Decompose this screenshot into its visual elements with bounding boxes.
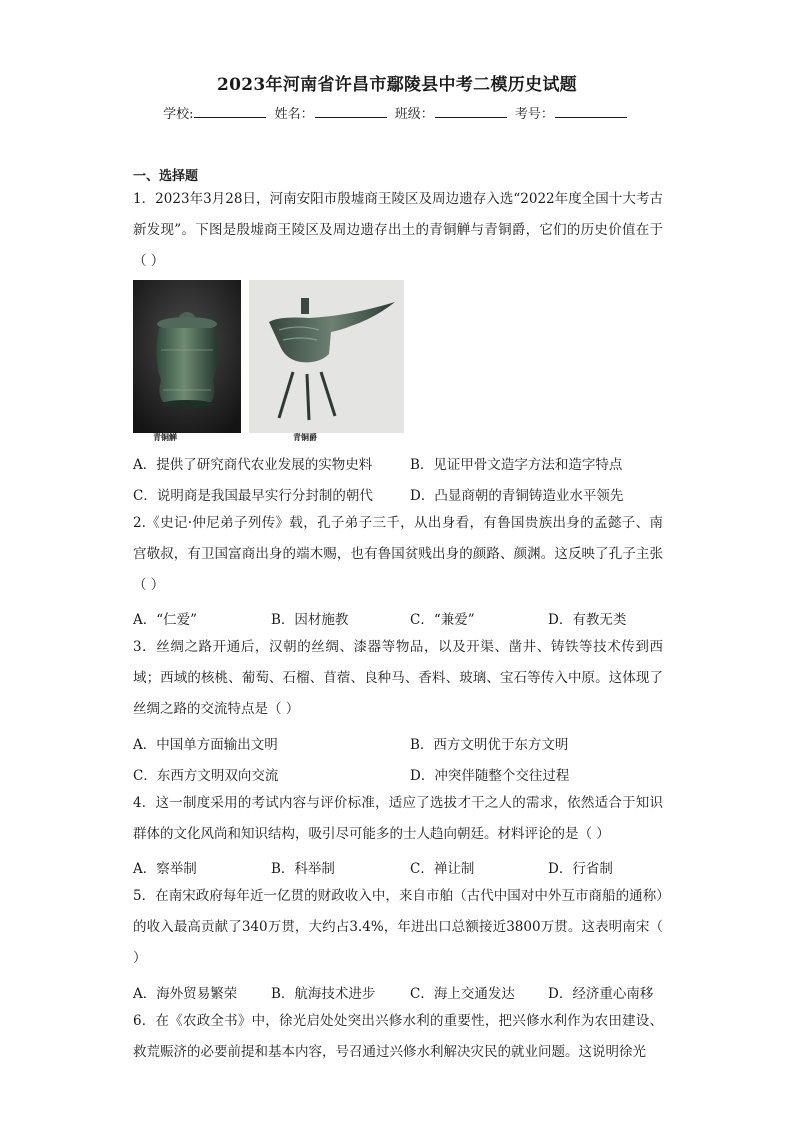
exam-title: 2023年河南省许昌市鄢陵县中考二模历史试题	[217, 75, 577, 95]
exam-number-field	[515, 103, 631, 122]
class-blank[interactable]	[435, 105, 507, 118]
q3-option-b[interactable]: B．西方文明优于东方文明	[410, 737, 569, 753]
q3-option-d[interactable]: D．冲突伴随整个交往过程	[410, 768, 570, 784]
question-3-stem: 3．丝绸之路开通后，汉朝的丝绸、漆器等物品，以及开渠、凿井、铸铁等技术传到西域；西域的核桃、葡萄、石榴、苜蓿、良种马、香料、玻璃、宝石等传入中原。这体现了丝绸之路的交流特点是（ ）	[133, 639, 663, 717]
q4-option-a[interactable]: A．察举制	[133, 861, 197, 877]
q1-option-c[interactable]: C．说明商是我国最早实行分封制的朝代	[133, 488, 373, 504]
q5-option-a[interactable]: A．海外贸易繁荣	[133, 986, 238, 1002]
q2-option-b[interactable]: B．因材施教	[271, 612, 349, 628]
bronze-zhi-caption: 青铜觯	[153, 433, 177, 442]
class-field	[395, 103, 511, 122]
q2-option-d[interactable]: D．有教无类	[548, 612, 627, 628]
school-blank[interactable]	[194, 105, 266, 118]
q3-option-a[interactable]: A．中国单方面输出文明	[133, 737, 278, 753]
q3-option-c[interactable]: C．东西方文明双向交流	[133, 768, 279, 784]
question-2-stem: 2.《史记·仲尼弟子列传》载，孔子弟子三千，从出身看，有鲁国贵族出身的孟懿子、南宫敬叔，有卫国富商出身的端木赐，也有鲁国贫贱出身的颜路、颜渊。这反映了孔子主张（ ）	[133, 515, 663, 593]
school-field	[163, 103, 270, 122]
class-label: 班级：	[394, 107, 434, 122]
q4-option-b[interactable]: B．科举制	[271, 861, 335, 877]
q5-option-c[interactable]: C．海上交通发达	[410, 986, 515, 1002]
q1-option-d[interactable]: D．凸显商朝的青铜铸造业水平领先	[410, 488, 624, 504]
question-6-stem: 6．在《农政全书》中，徐光启处处突出兴修水利的重要性，把兴修水利作为农田建设、救荒赈济的必要前提和基本内容，号召通过兴修水利解决灾民的就业问题。这说明徐光	[133, 1013, 663, 1060]
name-blank[interactable]	[315, 105, 387, 118]
question-4-stem: 4．这一制度采用的考试内容与评价标准，适应了选拔才干之人的需求，依然适合于知识群体的文化风尚和知识结构，吸引尽可能多的士人趋向朝廷。材料评论的是（ ）	[133, 795, 663, 842]
question-1-stem: 1．2023年3月28日，河南安阳市殷墟商王陵区及周边遗存入选“2022年度全国十大考古新发现”。下图是殷墟商王陵区及周边遗存出土的青铜觯与青铜爵，它们的历史价值在于（ ）	[133, 191, 663, 269]
student-info-line	[0, 103, 794, 122]
section-heading: 一、选择题	[133, 169, 199, 184]
bronze-zhi-photo	[133, 280, 241, 433]
q5-option-b[interactable]: B．航海技术进步	[271, 986, 376, 1002]
q5-option-d[interactable]: D．经济重心南移	[548, 986, 654, 1002]
question-5-stem: 5．在南宋政府每年近一亿贯的财政收入中，来自市舶（古代中国对中外互市商船的通称）的收入最高贡献了340万贯，大约占3.4%，年进出口总额接近3800万贯。这表明南宋（ ）	[133, 888, 663, 966]
name-field	[275, 103, 391, 122]
exam-number-label: 考号：	[514, 107, 554, 122]
school-label: 学校:	[163, 107, 194, 122]
bronze-zhi-vessel-icon	[133, 280, 241, 433]
q2-option-a[interactable]: A．“仁爱”	[133, 612, 198, 628]
q4-option-c[interactable]: C．禅让制	[410, 861, 475, 877]
q2-option-c[interactable]: C．“兼爱”	[410, 612, 475, 628]
bronze-jue-vessel-icon	[249, 280, 404, 433]
bronze-jue-photo	[249, 280, 404, 433]
exam-number-blank[interactable]	[555, 105, 627, 118]
name-label: 姓名：	[274, 107, 314, 122]
bronze-jue-caption: 青铜爵	[293, 433, 317, 442]
q1-option-b[interactable]: B．见证甲骨文造字方法和造字特点	[410, 457, 623, 473]
q4-option-d[interactable]: D．行省制	[548, 861, 613, 877]
q1-option-a[interactable]: A．提供了研究商代农业发展的实物史料	[133, 457, 373, 473]
